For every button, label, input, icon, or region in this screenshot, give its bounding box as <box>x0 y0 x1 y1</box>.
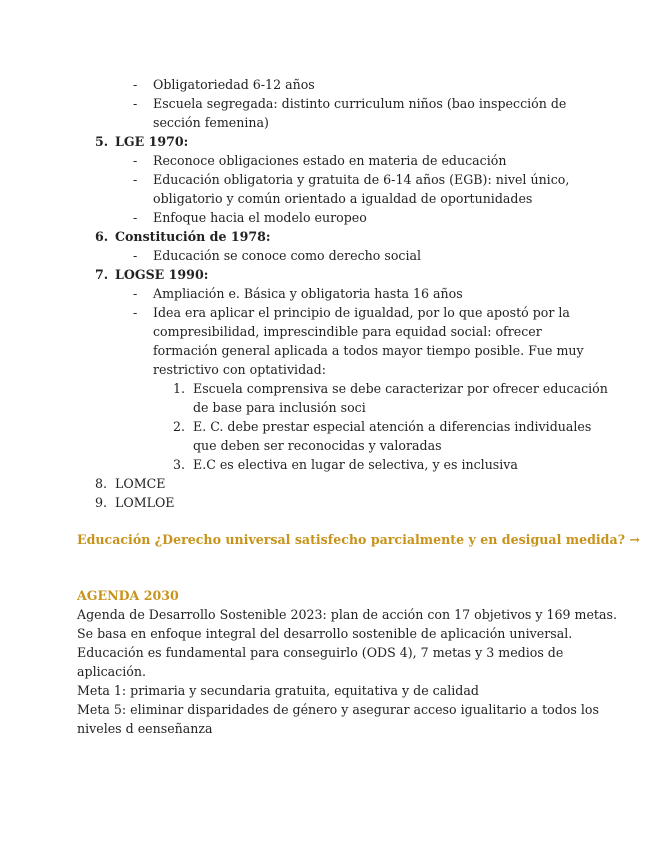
sublist-number: 1. <box>173 381 186 396</box>
bullet-dash: - <box>133 172 138 187</box>
sublist-text: que deben ser reconocidas y valoradas <box>193 438 442 453</box>
list-number: 8. <box>95 476 108 491</box>
bullet-dash: - <box>133 286 138 301</box>
bullet-dash: - <box>133 305 138 320</box>
agenda-paragraph-line: niveles d eenseñanza <box>77 721 213 736</box>
list-number: 7. <box>95 267 109 282</box>
agenda-paragraph-line: Meta 5: eliminar disparidades de género y asegurar acceso igualitario a todos los <box>77 702 599 717</box>
bullet-dash: - <box>133 153 138 168</box>
bullet-text: Educación se conoce como derecho social <box>153 248 422 263</box>
sublist-number: 3. <box>173 457 186 472</box>
section-title-constitucion: Constitución de 1978: <box>115 229 271 244</box>
bullet-text: Enfoque hacia el modelo europeo <box>153 210 367 225</box>
bullet-dash: - <box>133 210 138 225</box>
agenda-paragraph-line: Se basa en enfoque integral del desarrollo sostenible de aplicación universal. <box>77 626 573 641</box>
bullet-text: compresibilidad, imprescindible para equidad social: ofrecer <box>153 324 542 339</box>
bullet-text: Ampliación e. Básica y obligatoria hasta 16 años <box>153 286 463 301</box>
list-number: 9. <box>95 495 108 510</box>
bullet-text: restrictivo con optatividad: <box>153 362 326 377</box>
bullet-dash: - <box>133 248 138 263</box>
bullet-text: Escuela segregada: distinto curriculum niños (bao inspección de <box>153 96 567 111</box>
bullet-text: Reconoce obligaciones estado en materia de educación <box>153 153 507 168</box>
section-title-lge: LGE 1970: <box>115 134 189 149</box>
agenda-paragraph-line: Meta 1: primaria y secundaria gratuita, equitativa y de calidad <box>77 683 479 698</box>
bullet-text: Idea era aplicar el principio de igualdad, por lo que apostó por la <box>153 305 570 320</box>
agenda-paragraph-line: aplicación. <box>77 664 146 679</box>
list-number: 6. <box>95 229 109 244</box>
sublist-number: 2. <box>173 419 186 434</box>
sublist-text: Escuela comprensiva se debe caracterizar por ofrecer educación <box>193 381 608 396</box>
heading-agenda: AGENDA 2030 <box>77 588 179 603</box>
agenda-paragraph-line: Educación es fundamental para conseguirlo (ODS 4), 7 metas y 3 medios de <box>77 645 564 660</box>
bullet-text: Obligatoriedad 6-12 años <box>153 77 315 92</box>
sublist-text: E.C es electiva en lugar de selectiva, y es inclusiva <box>193 457 518 472</box>
bullet-dash: - <box>133 96 138 111</box>
section-title-logse: LOGSE 1990: <box>115 267 209 282</box>
bullet-text: Educación obligatoria y gratuita de 6-14 años (EGB): nivel único, <box>153 172 570 187</box>
bullet-text: sección femenina) <box>153 115 269 130</box>
bullet-dash: - <box>133 77 138 92</box>
bullet-text: obligatorio y común orientado a igualdad de oportunidades <box>153 191 533 206</box>
sublist-text: de base para inclusión soci <box>193 400 366 415</box>
list-item-lomloe: LOMLOE <box>115 495 175 510</box>
sublist-text: E. C. debe prestar especial atención a diferencias individuales <box>193 419 592 434</box>
heading-educacion: Educación ¿Derecho universal satisfecho parcialmente y en desigual medida? → <box>77 532 640 547</box>
agenda-paragraph-line: Agenda de Desarrollo Sostenible 2023: plan de acción con 17 objetivos y 169 metas. <box>77 607 617 622</box>
bullet-text: formación general aplicada a todos mayor tiempo posible. Fue muy <box>153 343 584 358</box>
list-number: 5. <box>95 134 109 149</box>
list-item-lomce: LOMCE <box>115 476 166 491</box>
